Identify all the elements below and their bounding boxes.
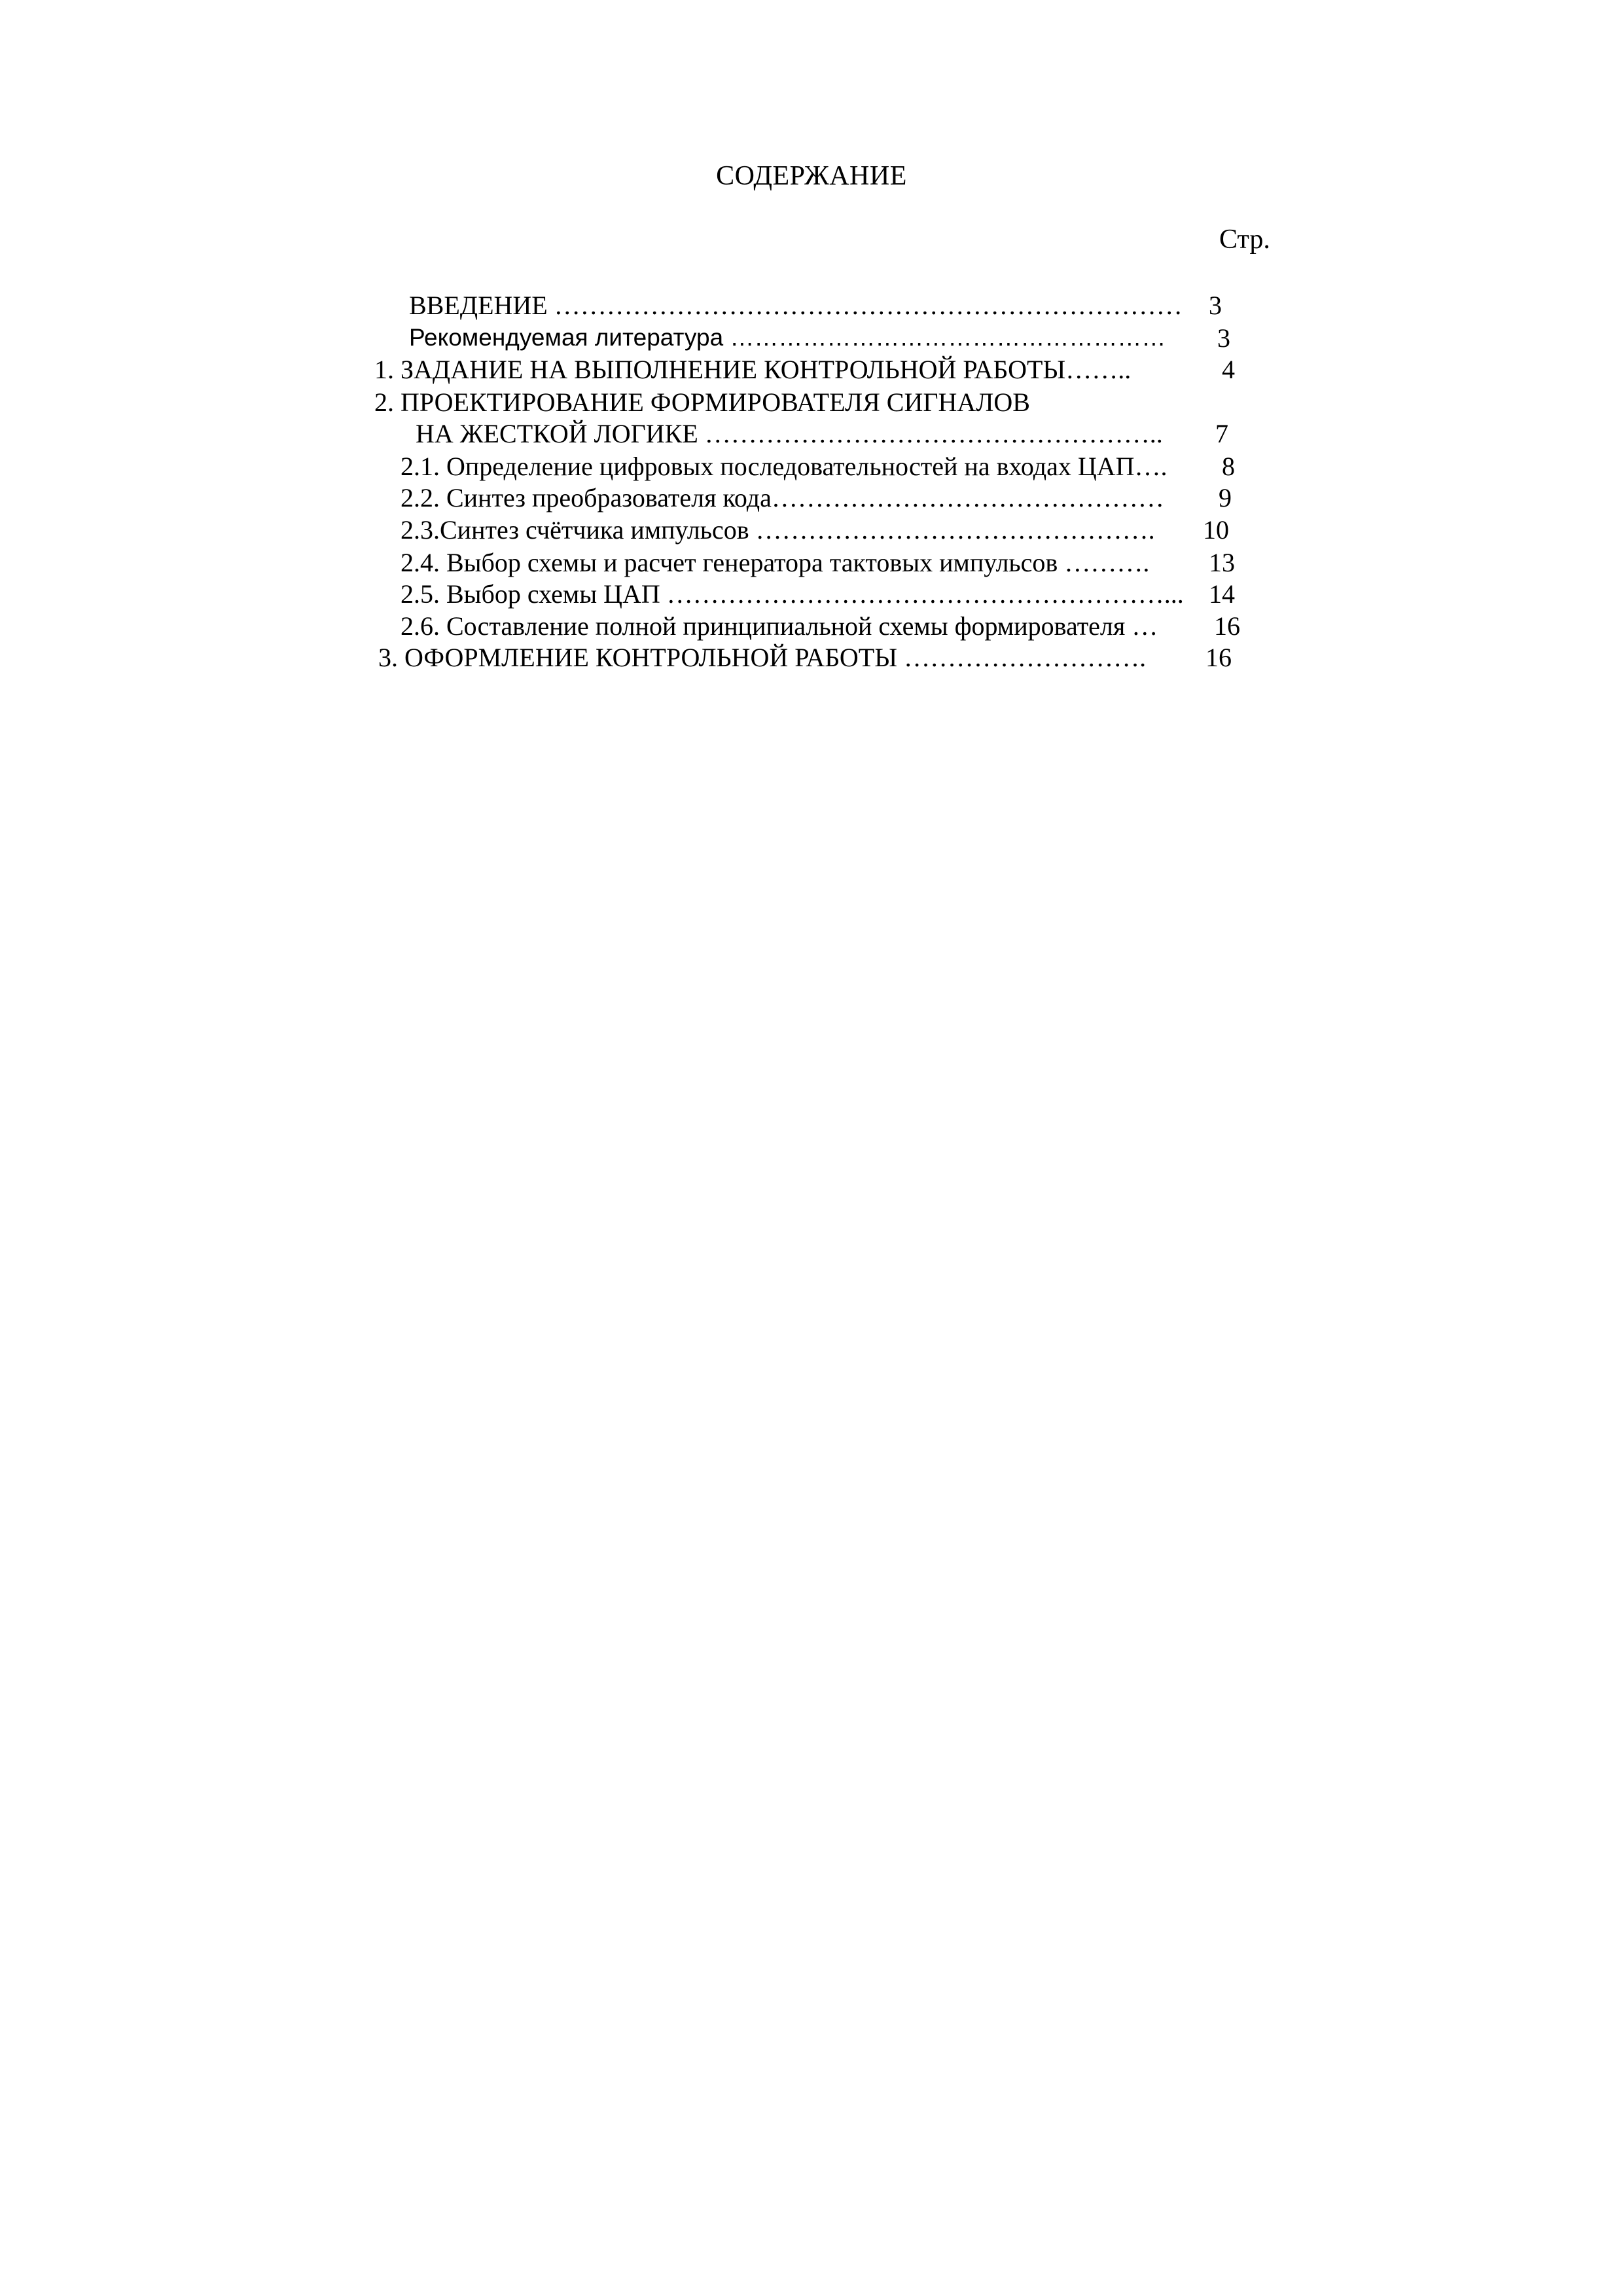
toc-entry-text: 2.1. Определение цифровых последовательностей на входах ЦАП…. — [401, 452, 1168, 481]
toc-entry-page: 4 — [1222, 355, 1235, 384]
toc-entry-page: 9 — [1219, 483, 1232, 512]
toc-entry-page: 8 — [1222, 452, 1235, 481]
toc-entry-text: 2.6. Составление полной принципиальной схемы формирователя … — [401, 611, 1158, 641]
toc-entry-text: ВВЕДЕНИЕ ……………………………………………………………… — [409, 291, 1183, 320]
toc-entry-text: Рекомендуемая литература ……………………………………………… — [409, 324, 1166, 351]
toc-entry-page: 14 — [1209, 579, 1235, 609]
toc-entry-text: 1. ЗАДАНИЕ НА ВЫПОЛНЕНИЕ КОНТРОЛЬНОЙ РАБОТЫ…….. — [374, 355, 1132, 384]
toc-entry-page: 13 — [1209, 548, 1235, 577]
page-column-label: Стр. — [1219, 224, 1270, 255]
toc-entry-page: 16 — [1214, 611, 1240, 641]
toc-entry-text: 2.3.Синтез счётчика импульсов ………………………………………. — [401, 515, 1155, 545]
toc-entry-text: НА ЖЕСТКОЙ ЛОГИКЕ …………………………………………….. — [416, 419, 1163, 448]
toc-entry-page: 7 — [1215, 419, 1228, 448]
toc-entry-page: 16 — [1205, 643, 1232, 672]
toc-entry-text: 2. ПРОЕКТИРОВАНИЕ ФОРМИРОВАТЕЛЯ СИГНАЛОВ — [374, 387, 1030, 417]
toc-entry-text: 2.5. Выбор схемы ЦАП …………………………………………………... — [401, 579, 1184, 609]
toc-entry-text: 2.2. Синтез преобразователя кода……………………………………… — [401, 483, 1164, 512]
toc-entry-text: 3. ОФОРМЛЕНИЕ КОНТРОЛЬНОЙ РАБОТЫ ………………………. — [378, 643, 1147, 672]
toc-entry-page: 3 — [1209, 291, 1222, 320]
toc-entry-page: 10 — [1203, 515, 1229, 545]
toc-entry-page: 3 — [1217, 323, 1230, 353]
toc-title: СОДЕРЖАНИЕ — [716, 161, 907, 191]
toc-entry-text: 2.4. Выбор схемы и расчет генератора тактовых импульсов ………. — [401, 548, 1150, 577]
